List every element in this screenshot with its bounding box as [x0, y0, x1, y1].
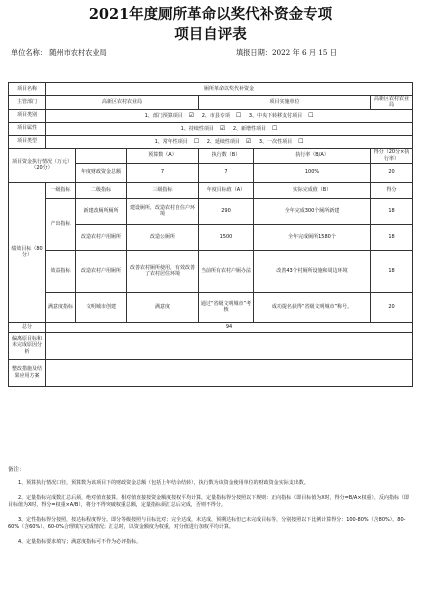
- ind-row4-level3: 满意度: [127, 292, 199, 322]
- category-option-1: 1、部门预算项目: [144, 112, 183, 119]
- ind-row4-actual: 成功提名获得“省级文明城市”称号。: [254, 292, 371, 322]
- note-2: 2、定量指标完成数汇总后须，绝对值直接算，相对值直接按资金额度按权平均计算，定量指标得分按照以下规则：正向指标（即目标值为X时，得分=B/A×权重），反向指标（即目标值为X时，得分=权重×A/B），将分不得突破权重总额，定量指标须汇总后完成，否则不得分。: [8, 494, 410, 509]
- ind-row3-actual: 改善43个村厕所设施和周边环境: [254, 250, 371, 292]
- ind-row3-level3: 改善农村厕所使用，有效改善了农村居住环境: [127, 250, 199, 292]
- funds-sub-label: 年度财政资金总额: [76, 163, 127, 182]
- ind-row2-actual: 全年完成厕所1580个: [254, 224, 371, 250]
- ind-row1-level2: 新建改厕所厕所: [76, 198, 127, 224]
- impl-label: 项目实施单位: [199, 96, 371, 110]
- apply-label: 整改措施及结果应用方案: [9, 359, 46, 386]
- ind-col-5: 实际完成值（B）: [254, 182, 371, 198]
- category-option-2: 2、市县专项: [201, 112, 230, 119]
- type-options: [46, 135, 413, 148]
- checkbox-checked-icon: ☑: [245, 137, 252, 145]
- ind-col-3: 三级指标: [127, 182, 199, 198]
- ind-row1-actual: 全年完成300个厕所新建: [254, 198, 371, 224]
- ind-output-label: 产出指标: [46, 198, 76, 250]
- ind-col-6: 得分: [371, 182, 413, 198]
- document-subtitle: 项目自评表: [174, 26, 247, 43]
- funds-executed: 7: [199, 163, 254, 182]
- ind-row2-level3: 改造公厕所: [127, 224, 199, 250]
- ind-row2-level2: 改造农村户用厕所: [76, 224, 127, 250]
- ind-col-1: 一级指标: [46, 182, 76, 198]
- funds-col-score: 得分（20分×执行率）: [371, 148, 413, 163]
- ind-row1-level3: 建设厕所，改造农村自住户环境: [127, 198, 199, 224]
- checkbox-icon: ☐: [272, 124, 278, 132]
- impl-value: 高新区农村农业局: [371, 96, 413, 110]
- ind-col-2: 二级指标: [76, 182, 127, 198]
- total-label: 总分: [9, 322, 46, 332]
- notes-section: [8, 466, 412, 553]
- unmet-value: [46, 332, 413, 359]
- checkbox-checked-icon: ☑: [188, 111, 195, 119]
- dept-label: 主管部门: [9, 96, 46, 110]
- document-title: 2021年度厕所革命以奖代补资金专项: [88, 6, 333, 23]
- funds-label: 项目资金执行情况（万元）（20分）: [9, 148, 76, 182]
- category-options: [46, 109, 413, 122]
- unmet-label: 偏离原目标和未完成原因分析: [9, 332, 46, 359]
- funds-col-rate: 执行率（B/A）: [254, 148, 371, 163]
- nature-option-2: 2、新增性项目: [232, 125, 266, 132]
- ind-row1-score: 18: [371, 198, 413, 224]
- fill-date: 填报日期：2022 年 6 月 15 日: [236, 48, 337, 57]
- note-3: 3、定性指标得分按照，按达标程度得分。即分等级按照与目标比对；完全达成，未达成，预期达标但已未完成目标等，分别按照以下比例计算得分：100-80%（含80%）、80-60%（含60%）、60-0%合理填写完成情况；汇总时，以资金额度为权重，对分值进行加权平均计算。: [8, 516, 406, 531]
- notes-heading: 备注：: [8, 467, 25, 473]
- ind-row4-score: 20: [371, 292, 413, 322]
- ind-row2-score: 18: [371, 224, 413, 250]
- note-4: 4、定量指标要求填写；满意度指标可不作为必评指标。: [18, 538, 142, 545]
- ind-row2-target: 1500: [199, 224, 254, 250]
- type-label: 项目类型: [9, 135, 46, 148]
- checkbox-checked-icon: ☑: [219, 124, 226, 132]
- ind-row3-target: 当前所有农村户厕办法: [199, 250, 254, 292]
- checkbox-icon: ☐: [298, 137, 304, 145]
- ind-row4-level2: 文明城市创建: [76, 292, 127, 322]
- nature-option-1: 1、持续性项目: [180, 125, 214, 132]
- note-1: 1、预算执行情况口径，预算数为该项目下的财政资金总额（包括上年结余结转），执行数为该资金使用单位的财政资金实际支出数。: [18, 480, 309, 487]
- checkbox-icon: ☐: [308, 111, 314, 119]
- ind-benefit-label: 效益指标: [46, 250, 76, 292]
- ind-row4-target: 通过“省级文明城市”考核: [199, 292, 254, 322]
- project-name: 厕所革命以奖代补资金: [46, 83, 413, 96]
- funds-col-executed: 执行数（B）: [199, 148, 254, 163]
- funds-col-blank: [76, 148, 127, 163]
- apply-value: [46, 359, 413, 386]
- perf-label: 绩效目标（80分）: [9, 182, 46, 322]
- ind-row1-target: 290: [199, 198, 254, 224]
- evaluation-table: [8, 82, 413, 387]
- checkbox-icon: ☐: [193, 137, 200, 145]
- funds-rate: 100%: [254, 163, 371, 182]
- type-option-3: 3、一次性项目: [258, 138, 293, 145]
- checkbox-icon: ☐: [235, 111, 242, 119]
- ind-satisfaction-label: 满意度指标: [46, 292, 76, 322]
- nature-options: [46, 122, 413, 135]
- type-option-1: 1、常年性项目: [154, 138, 188, 145]
- project-name-label: 项目名称: [9, 83, 46, 96]
- funds-budget: 7: [127, 163, 199, 182]
- ind-row3-level2: 改造农村户用厕所: [76, 250, 127, 292]
- category-label: 项目类别: [9, 109, 46, 122]
- funds-score: 20: [371, 163, 413, 182]
- type-option-2: 2、延续性项目: [206, 138, 240, 145]
- total-value: 94: [46, 322, 413, 332]
- nature-label: 项目属性: [9, 122, 46, 135]
- dept-value: 高新区农村农业局: [46, 96, 199, 110]
- category-option-3: 3、中央下转移支付项目: [248, 112, 303, 119]
- unit-name: 单位名称： 随州市农村农业局: [11, 48, 107, 57]
- ind-row3-score: 18: [371, 250, 413, 292]
- ind-col-4: 年度目标值（A）: [199, 182, 254, 198]
- funds-col-budget: 预算数（A）: [127, 148, 199, 163]
